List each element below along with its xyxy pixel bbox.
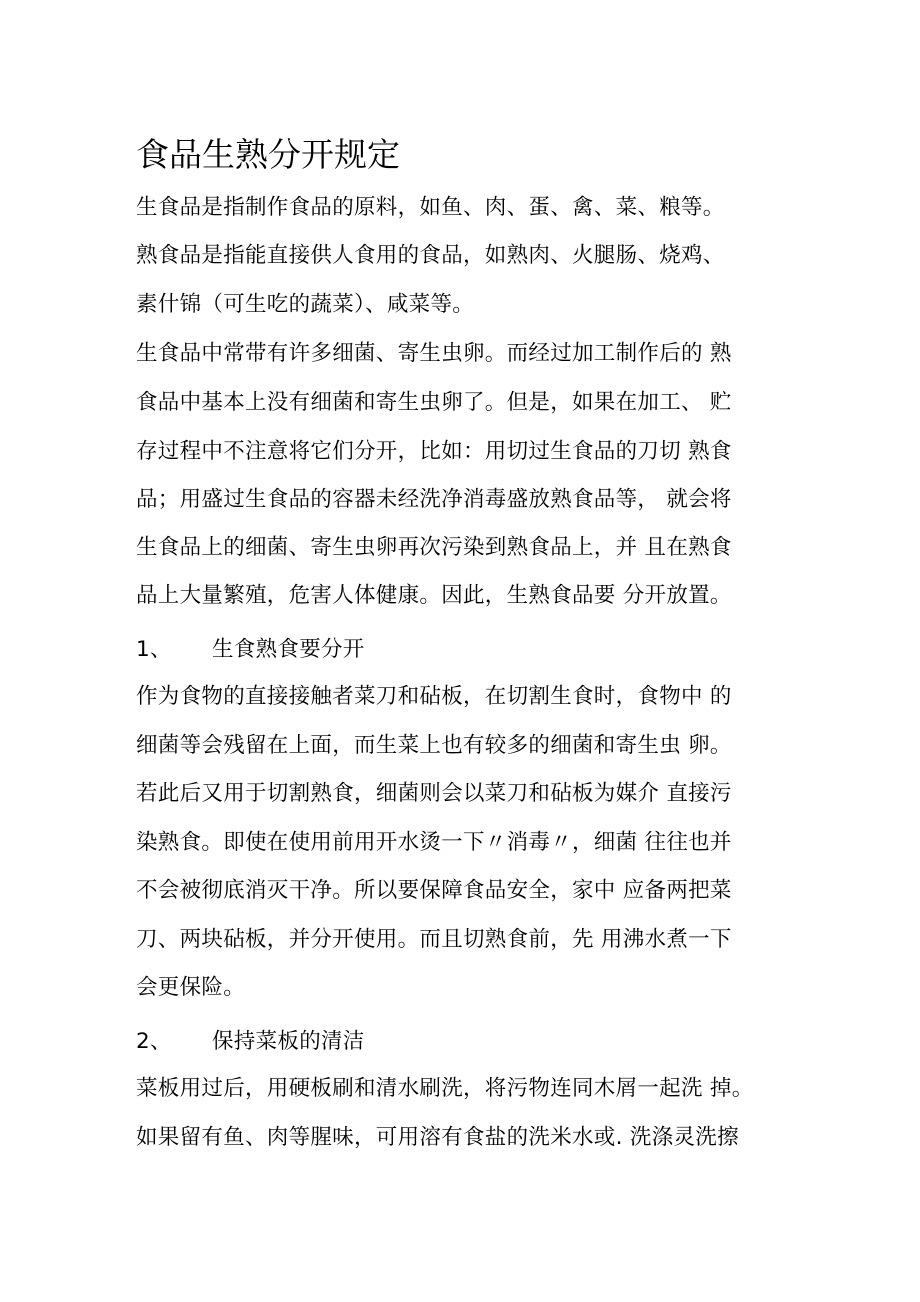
intro-line: 生食品中常带有许多细菌、寄生虫卵。而经过加工制作后的 熟 (136, 341, 732, 366)
section-1-line: 不会被彻底消灭干净。所以要保障食品安全，家中 应备两把菜 (136, 878, 732, 903)
intro-line: 素什锦（可生吃的蔬菜）、咸菜等。 (136, 292, 475, 317)
section-1-line: 若此后又用于切割熟食，细菌则会以菜刀和砧板为媒介 直接污 (136, 781, 732, 806)
section-1-line: 染熟食。即使在使用前用开水烫一下〃消毒〃，细菌 往往也并 (136, 830, 732, 855)
intro-line: 存过程中不注意将它们分开，比如：用切过生食品的刀切 熟食 (136, 439, 732, 464)
intro-line: 生食品是指制作食品的原料，如鱼、肉、蛋、禽、菜、粮等。 (136, 195, 725, 220)
section-1-line: 作为食物的直接接触者菜刀和砧板，在切割生食时，食物中 的 (136, 684, 732, 709)
section-2-heading (136, 1024, 796, 1060)
section-2-heading-text: 保持菜板的清洁 (212, 1029, 365, 1054)
section-1-line: 会更保险。 (136, 975, 246, 1000)
section-1-line: 刀、两块砧板，并分开使用。而且切熟食前，先 用沸水煮一下 (136, 927, 732, 952)
intro-line: 生食品上的细菌、寄生虫卵再次污染到熟食品上，并 且在熟食 (136, 535, 732, 560)
section-2-number: 2、 (136, 1029, 172, 1054)
intro-line: 品上大量繁殖，危害人体健康。因此，生熟食品要 分开放置。 (136, 583, 732, 608)
intro-line: 品；用盛过生食品的容器未经洗净消毒盛放熟食品等， 就会将 (136, 487, 732, 512)
intro-line: 食品中基本上没有细菌和寄生虫卵了。但是，如果在加工、 贮 (136, 390, 732, 415)
section-1-number: 1、 (136, 637, 172, 662)
section-2-line: 菜板用过后，用硬板刷和清水刷洗，将污物连同木屑一起洗 掉。 (136, 1076, 754, 1101)
intro-line: 熟食品是指能直接供人食用的食品，如熟肉、火腿肠、烧鸡、 (136, 243, 725, 268)
section-1-line: 细菌等会残留在上面，而生菜上也有较多的细菌和寄生虫 卵。 (136, 733, 732, 758)
section-1-heading (136, 632, 796, 668)
section-2-line: 如果留有鱼、肉等腥味，可用溶有食盐的洗米水或. 洗涤灵洗擦 (136, 1125, 739, 1150)
section-1-heading-text: 生食熟食要分开 (212, 637, 365, 662)
document-title: 食品生熟分开规定 (136, 135, 400, 174)
